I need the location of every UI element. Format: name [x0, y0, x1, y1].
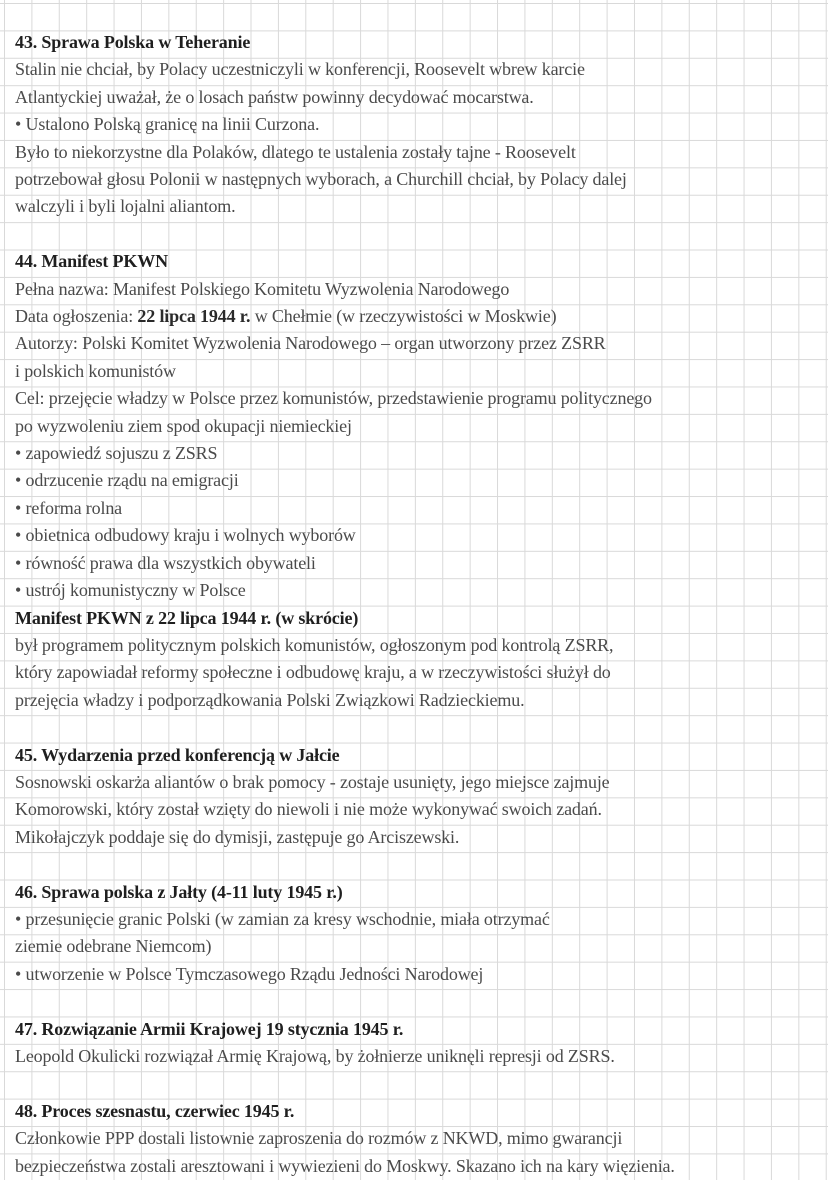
- bullet-item: • przesunięcie granic Polski (w zamian za kresy wschodnie, miała otrzymać: [15, 906, 823, 933]
- date-label: Data ogłoszenia:: [15, 306, 138, 327]
- bullet-item: • zapowiedź sojuszu z ZSRS: [15, 440, 823, 467]
- bullet-item: • odrzucenie rządu na emigracji: [15, 467, 823, 494]
- text-line: Atlantyckiej uważał, że o losach państw powinny decydować mocarstwa.: [15, 86, 534, 107]
- section-heading: 46. Sprawa polska z Jałty (4-11 luty 1945 r.): [15, 881, 343, 902]
- text-line: ziemie odebrane Niemcom): [15, 936, 212, 957]
- note-page: [15, 29, 823, 1180]
- section-heading: 47. Rozwiązanie Armii Krajowej 19 stycznia 1945 r.: [15, 1018, 404, 1039]
- section-43: [15, 29, 823, 221]
- text-line: Sosnowski oskarża aliantów o brak pomocy - zostaje usunięty, jego miejsce zajmuje: [15, 771, 610, 792]
- text-line: Cel: przejęcie władzy w Polsce przez komunistów, przedstawienie programu politycznego: [15, 388, 652, 409]
- text-line: Członkowie PPP dostali listownie zaproszenia do rozmów z NKWD, mimo gwarancji: [15, 1128, 623, 1149]
- section-44: [15, 248, 823, 714]
- section-47: [15, 1016, 823, 1071]
- section-heading: 44. Manifest PKWN: [15, 251, 168, 272]
- section-heading: 45. Wydarzenia przed konferencją w Jałcie: [15, 744, 340, 765]
- section-heading: 43. Sprawa Polska w Teheranie: [15, 32, 251, 52]
- text-line: potrzebował głosu Polonii w następnych wyborach, a Churchill chciał, by Polacy dalej: [15, 169, 627, 190]
- text-line: Pełna nazwa: Manifest Polskiego Komitetu Wyzwolenia Narodowego: [15, 278, 510, 299]
- text-line: Leopold Okulicki rozwiązał Armię Krajową, by żołnierze uniknęli represji od ZSRS.: [15, 1045, 615, 1066]
- bullet-item: • utworzenie w Polsce Tymczasowego Rządu Jedności Narodowej: [15, 961, 823, 988]
- section-46: [15, 879, 823, 989]
- bullet-item: • obietnica odbudowy kraju i wolnych wyborów: [15, 522, 823, 549]
- text-line: po wyzwoleniu ziem spod okupacji niemieckiej: [15, 415, 352, 436]
- bullet-item: • Ustalono Polską granicę na linii Curzona.: [15, 111, 823, 138]
- date-place: w Chełmie (w rzeczywistości w Moskwie): [250, 306, 557, 327]
- text-line: przejęcia władzy i podporządkowania Polski Związkowi Radzieckiemu.: [15, 689, 525, 710]
- date-line: [15, 303, 823, 330]
- bullet-item: • ustrój komunistyczny w Polsce: [15, 577, 823, 604]
- text-line: który zapowiadał reformy społeczne i odbudowę kraju, a w rzeczywistości służył do: [15, 662, 611, 683]
- section-48: [15, 1098, 823, 1180]
- text-line: był programem politycznym polskich komunistów, ogłoszonym pod kontrolą ZSRR,: [15, 634, 614, 655]
- section-45: [15, 742, 823, 852]
- text-line: walczyli i byli lojalni aliantom.: [15, 196, 236, 217]
- text-line: Stalin nie chciał, by Polacy uczestniczyli w konferencji, Roosevelt wbrew karcie: [15, 59, 585, 80]
- text-line: Autorzy: Polski Komitet Wyzwolenia Narodowego – organ utworzony przez ZSRR: [15, 333, 606, 354]
- section-heading: 48. Proces szesnastu, czerwiec 1945 r.: [15, 1100, 295, 1121]
- date-value: 22 lipca 1944 r.: [137, 306, 251, 327]
- bullet-item: • równość prawa dla wszystkich obywateli: [15, 550, 823, 577]
- text-line: Było to niekorzystne dla Polaków, dlatego te ustalenia zostały tajne - Roosevelt: [15, 141, 576, 162]
- text-line: Mikołajczyk poddaje się do dymisji, zastępuje go Arciszewski.: [15, 826, 460, 847]
- summary-heading: Manifest PKWN z 22 lipca 1944 r. (w skrócie): [15, 607, 359, 628]
- text-line: Komorowski, który został wzięty do niewoli i nie może wykonywać swoich zadań.: [15, 799, 602, 820]
- text-line: i polskich komunistów: [15, 360, 176, 381]
- bullet-item: • reforma rolna: [15, 495, 823, 522]
- text-line: bezpieczeństwa zostali aresztowani i wywiezieni do Moskwy. Skazano ich na kary więzienia.: [15, 1155, 675, 1176]
